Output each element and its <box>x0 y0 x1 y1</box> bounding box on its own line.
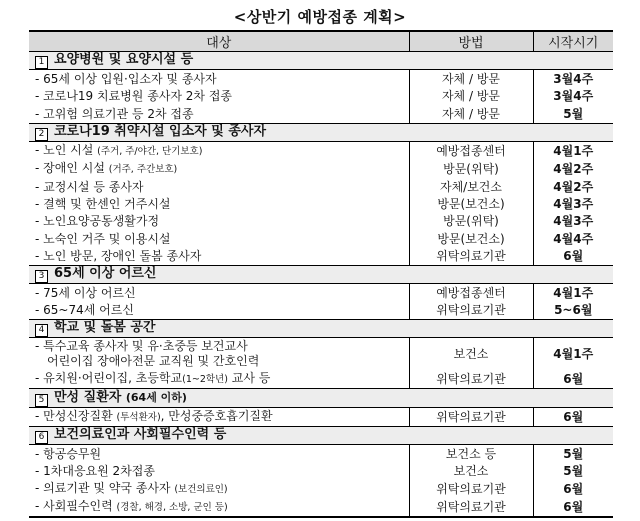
section-number: 1 <box>35 56 48 69</box>
row-timing: 4월3주 <box>533 213 613 230</box>
table-row <box>29 70 613 88</box>
row-method: 보건소 등 <box>409 445 533 463</box>
row-timing: 5월 <box>533 105 613 123</box>
row-target: - 1차대응요원 2차접종 <box>35 464 155 479</box>
section-header <box>29 265 613 283</box>
row-target: - 특수교육 종사자 및 유·초중등 보건교사 <box>35 339 248 354</box>
row-timing: 4월2주 <box>533 178 613 195</box>
row-method: 자체 / 방문 <box>409 88 533 105</box>
row-method: 예방접종센터 <box>409 284 533 302</box>
row-method: 위탁의료기관 <box>409 370 533 389</box>
row-target: - 75세 이상 어르신 <box>35 285 136 300</box>
section-title-note: (64세 이하) <box>125 390 187 404</box>
row-target-cell <box>29 480 409 498</box>
table-row <box>29 248 613 266</box>
table-row <box>29 230 613 247</box>
row-method: 위탁의료기관 <box>409 302 533 320</box>
row-target: - 65~74세 어르신 <box>35 303 134 318</box>
row-target-note: (거주, 주간보호) <box>108 163 178 175</box>
row-method: 방문(위탁) <box>409 160 533 178</box>
table-row <box>29 88 613 105</box>
row-method: 위탁의료기관 <box>409 498 533 517</box>
table-row <box>29 480 613 498</box>
section-title: 학교 및 돌봄 공간 <box>54 320 156 336</box>
row-timing: 5~6월 <box>533 302 613 320</box>
section-number: 2 <box>35 128 48 141</box>
row-timing: 6월 <box>533 248 613 266</box>
section-header <box>29 426 613 444</box>
section-title: 보건의료인과 사회필수인력 등 <box>54 427 227 443</box>
row-target: - 유치원·어린이집, 초등학교 <box>35 371 183 386</box>
row-target: - 사회필수인력 <box>35 499 113 514</box>
header-row <box>29 31 613 52</box>
row-timing: 3월4주 <box>533 70 613 88</box>
row-timing: 4월3주 <box>533 195 613 212</box>
row-target-note: (경찰, 해경, 소방, 군인 등) <box>116 502 228 514</box>
row-target-cell <box>29 498 409 517</box>
row-method: 위탁의료기관 <box>409 480 533 498</box>
vaccination-plan-table <box>29 30 613 518</box>
row-target: - 노인 시설 <box>35 142 94 157</box>
table-row <box>29 195 613 212</box>
table-row <box>29 370 613 389</box>
section-title: 코로나19 취약시설 입소자 및 종사자 <box>54 123 267 139</box>
row-target: - 만성신장질환 <box>35 408 113 423</box>
row-target: - 항공승무원 <box>35 446 102 461</box>
section-header <box>29 389 613 407</box>
table-row <box>29 445 613 463</box>
section-header <box>29 123 613 141</box>
row-target: - 결핵 및 한센인 거주시설 <box>35 197 171 212</box>
header-target: 대상 <box>29 31 409 52</box>
row-target-suffix: , 만성중증호흡기질환 <box>160 408 273 423</box>
row-timing: 4월1주 <box>533 338 613 371</box>
row-timing: 4월1주 <box>533 141 613 160</box>
table-row <box>29 302 613 320</box>
section-title: 65세 이상 어르신 <box>54 266 157 282</box>
row-timing: 3월4주 <box>533 88 613 105</box>
section-number: 4 <box>35 324 48 337</box>
page-title: <상반기 예방접종 계획> <box>233 8 407 26</box>
row-timing: 4월4주 <box>533 230 613 247</box>
section-number: 6 <box>35 431 48 444</box>
section-title: 만성 질환자 <box>54 389 122 405</box>
row-target: - 고위험 의료기관 등 2차 접종 <box>35 106 194 121</box>
row-timing: 6월 <box>533 498 613 517</box>
row-target-line2: 어린이집 장애아전문 교직원 및 간호인력 <box>47 354 260 369</box>
row-method: 방문(위탁) <box>409 213 533 230</box>
header-method: 방법 <box>409 31 533 52</box>
row-method: 방문(보건소) <box>409 195 533 212</box>
table-row <box>29 407 613 426</box>
section-header <box>29 52 613 70</box>
row-target: - 노숙인 거주 및 이용시설 <box>35 231 171 246</box>
row-method: 자체/보건소 <box>409 178 533 195</box>
row-target-cell <box>29 407 409 426</box>
row-method: 자체 / 방문 <box>409 70 533 88</box>
section-number: 3 <box>35 270 48 283</box>
row-target-note: (투석환자) <box>116 411 161 423</box>
row-target-note: (보건의료인) <box>174 484 228 496</box>
row-method: 방문(보건소) <box>409 230 533 247</box>
row-target: - 노인요양공동생활가정 <box>35 214 160 229</box>
table-row <box>29 178 613 195</box>
row-target: - 교정시설 등 종사자 <box>35 179 144 194</box>
row-method: 보건소 <box>409 338 533 371</box>
row-target-cell <box>29 370 409 389</box>
header-timing: 시작시기 <box>533 31 613 52</box>
table-row <box>29 338 613 371</box>
row-target-suffix: 교사 등 <box>227 371 271 386</box>
row-target: - 장애인 시설 <box>35 160 105 175</box>
row-target: - 코로나19 치료병원 종사자 2차 접종 <box>35 89 233 104</box>
table-row <box>29 213 613 230</box>
table-row <box>29 284 613 302</box>
row-target-cell <box>29 160 409 178</box>
row-timing: 5월 <box>533 463 613 480</box>
table-row <box>29 105 613 123</box>
section-title: 요양병원 및 요양시설 등 <box>54 52 194 68</box>
section-header <box>29 320 613 338</box>
row-timing: 5월 <box>533 445 613 463</box>
row-method: 위탁의료기관 <box>409 407 533 426</box>
section-number: 5 <box>35 394 48 407</box>
row-target-note: (1~2학년) <box>182 374 228 386</box>
row-target: - 의료기관 및 약국 종사자 <box>35 481 171 496</box>
row-timing: 6월 <box>533 407 613 426</box>
row-target: - 노인 방문, 장애인 돌봄 종사자 <box>35 249 202 264</box>
table-row <box>29 463 613 480</box>
row-timing: 4월1주 <box>533 284 613 302</box>
row-method: 예방접종센터 <box>409 141 533 160</box>
table-row <box>29 498 613 517</box>
row-method: 보건소 <box>409 463 533 480</box>
row-target-cell <box>29 141 409 160</box>
table-row <box>29 141 613 160</box>
row-target-cell <box>29 338 409 371</box>
row-target: - 65세 이상 입원·입소자 및 종사자 <box>35 72 217 87</box>
row-timing: 4월2주 <box>533 160 613 178</box>
table-row <box>29 160 613 178</box>
row-target-note: (주거, 주/야간, 단기보호) <box>97 145 203 157</box>
row-method: 위탁의료기관 <box>409 248 533 266</box>
row-timing: 6월 <box>533 370 613 389</box>
row-timing: 6월 <box>533 480 613 498</box>
row-method: 자체 / 방문 <box>409 105 533 123</box>
